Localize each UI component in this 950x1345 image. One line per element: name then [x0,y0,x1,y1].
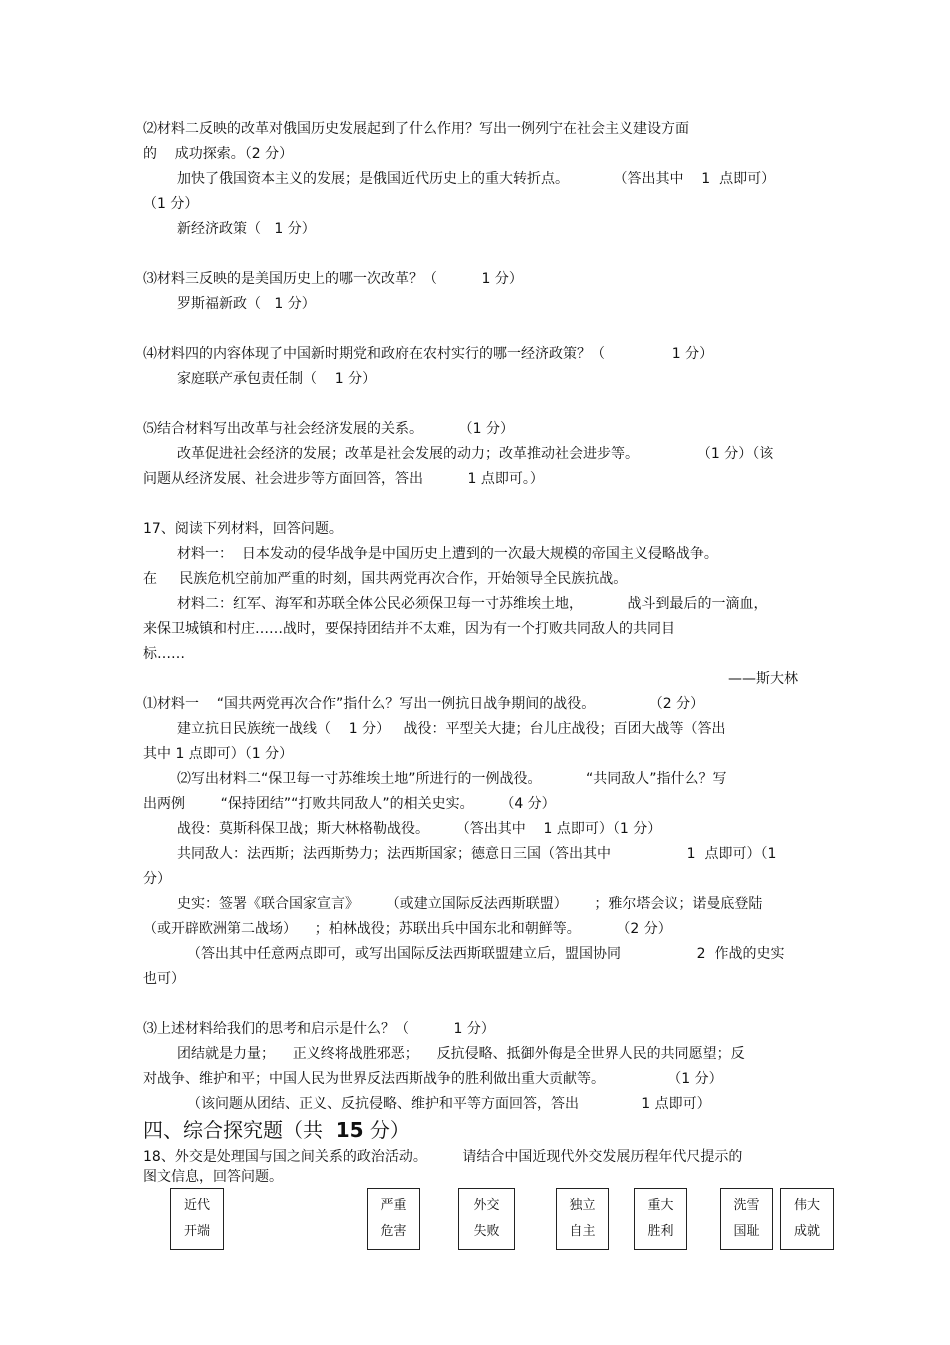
material-line: 在 民族危机空前加严重的时刻，国共两党再次合作，开始领导全民族抗战。 [143,571,628,587]
q-line: 图文信息，回答问题。 [143,1169,283,1185]
material-line: 标…… [143,646,185,662]
timeline-box: 外交 失败 [458,1188,515,1250]
answer-line: 改革促进社会经济的发展；改革是社会发展的动力；改革推动社会进步等。 （1 分）（该 [177,446,774,462]
q-line: ⑵材料二反映的改革对俄国历史发展起到了什么作用？写出一例列宁在社会主义建设方面 [143,121,689,137]
q-line: 的 成功探索。（2 分） [143,146,294,162]
q-line: ⑸结合材料写出改革与社会经济发展的关系。 （1 分） [143,421,514,437]
answer-line: 对战争、维护和平；中国人民为世界反法西斯战争的胜利做出重大贡献等。 （1 分） [143,1071,723,1087]
q-line: ⑷材料四的内容体现了中国新时期党和政府在农村实行的哪一经济政策？（ 1 分） [143,346,714,362]
q-line: 出两例 “保持团结”“打败共同敌人”的相关史实。 （4 分） [143,796,556,812]
answer-line: 其中 1 点即可）（1 分） [143,746,294,762]
answer-line: （或开辟欧洲第二战场） ；柏林战役；苏联出兵中国东北和朝鲜等。 （2 分） [143,921,672,937]
answer-line: 新经济政策（ 1 分） [177,221,316,237]
material-line: 来保卫城镇和村庄……战时，要保持团结并不太难，因为有一个打败共同敌人的共同目 [143,621,675,637]
answer-line: （答出其中任意两点即可，或写出国际反法西斯联盟建立后，盟国协同 2 作战的史实 [187,946,785,962]
timeline-box: 独立 自主 [556,1188,609,1250]
answer-line: （1 分） [143,196,199,212]
timeline-box: 洗雪 国耻 [720,1188,773,1250]
answer-line: 分） [143,871,171,887]
answer-line: 罗斯福新政（ 1 分） [177,296,316,312]
material-line: 材料一： 日本发动的侵华战争是中国历史上遭到的一次最大规模的帝国主义侵略战争。 [177,546,718,562]
q-line: ⑵写出材料二“保卫每一寸苏维埃土地”所进行的一例战役。 “共同敌人”指什么？写 [177,771,727,787]
answer-line: 史实：签署《联合国家宣言》 （或建立国际反法西斯联盟） ；雅尔塔会议；诺曼底登陆 [177,896,763,912]
timeline-box: 近代 开端 [170,1188,224,1250]
answer-line: 家庭联产承包责任制（ 1 分） [177,371,377,387]
q-title: 17、阅读下列材料，回答问题。 [143,521,343,537]
timeline-box: 伟大 成就 [780,1188,834,1250]
answer-line: 战役：莫斯科保卫战；斯大林格勒战役。 （答出其中 1 点即可）（1 分） [177,821,662,837]
material-line: 材料二：红军、海军和苏联全体公民必须保卫每一寸苏维埃土地， 战斗到最后的一滴血， [177,596,768,612]
answer-line: 问题从经济发展、社会进步等方面回答，答出 1 点即可。） [143,471,544,487]
timeline-box: 严重 危害 [367,1188,420,1250]
q-line: ⑴材料一 “国共两党再次合作”指什么？写出一例抗日战争期间的战役。 （2 分） [143,696,705,712]
answer-line: 团结就是力量； 正义终将战胜邪恶； 反抗侵略、抵御外侮是全世界人民的共同愿望；反 [177,1046,745,1062]
q-line: ⑶材料三反映的是美国历史上的哪一次改革？（ 1 分） [143,271,523,287]
q-line: 18、外交是处理国与国之间关系的政治活动。 请结合中国近现代外交发展历程年代尺提示的 [143,1149,743,1165]
timeline-box: 重大 胜利 [634,1188,687,1250]
section-heading: 四、综合探究题（共 15 分） [143,1118,410,1142]
answer-line: （该问题从团结、正义、反抗侵略、维护和平等方面回答，答出 1 点即可） [187,1096,711,1112]
answer-line: 也可） [143,971,185,987]
q-line: ⑶上述材料给我们的思考和启示是什么？（ 1 分） [143,1021,495,1037]
answer-line: 共同敌人：法西斯；法西斯势力；法西斯国家；德意日三国（答出其中 1 点即可）（1 [177,846,777,862]
answer-line: 建立抗日民族统一战线（ 1 分） 战役：平型关大捷；台儿庄战役；百团大战等（答出 [177,721,726,737]
answer-line: 加快了俄国资本主义的发展；是俄国近代历史上的重大转折点。 （答出其中 1 点即可） [177,171,776,187]
material-attribution: ——斯大林 [728,671,798,687]
